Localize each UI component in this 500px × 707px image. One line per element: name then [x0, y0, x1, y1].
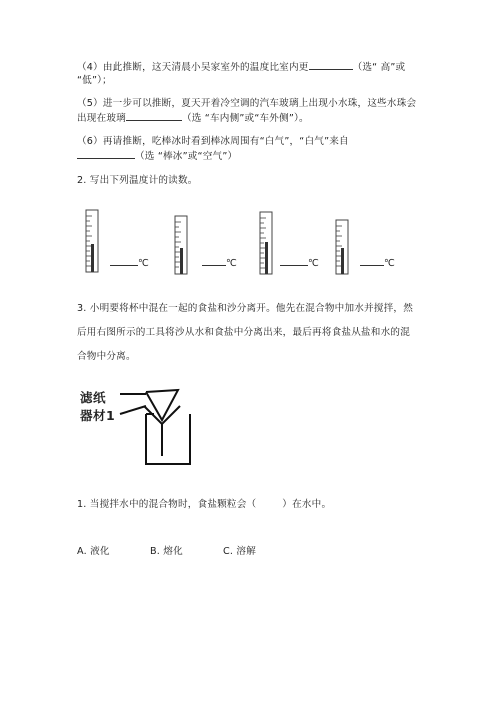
- reading-blank-2[interactable]: [202, 256, 237, 269]
- celsius-unit: ℃: [138, 258, 149, 269]
- thermometer-2: [173, 214, 193, 276]
- option-b[interactable]: B. 熔化: [150, 546, 183, 557]
- q5-answer-blank[interactable]: [126, 111, 182, 121]
- question1-text-end: ）在水中。: [282, 499, 332, 510]
- q5-line2: [77, 111, 309, 125]
- apparatus-1-label: 器材1: [80, 408, 116, 423]
- q4-options: （选“ 高”或: [352, 62, 406, 73]
- section3-line3: 合物中分离。: [77, 351, 136, 362]
- section2-title: 2. 写出下列温度计的读数。: [77, 175, 198, 186]
- reading-blank-3[interactable]: [280, 256, 319, 269]
- mercury-column: [341, 248, 344, 274]
- reading-blank-4[interactable]: [360, 256, 395, 269]
- q4-line1: [77, 60, 405, 74]
- q6-options: （选 “棒冰”或“空气”）: [135, 151, 238, 162]
- q5-text: 出现在玻璃: [77, 113, 126, 124]
- mercury-column: [265, 242, 268, 274]
- thermometer-3: [258, 210, 278, 276]
- reading-blank-1[interactable]: [110, 256, 149, 269]
- q5-line1: （5）进一步可以推断，夏天开着冷空调的汽车玻璃上出现小水珠，这些水珠会: [77, 98, 417, 109]
- option-c[interactable]: C. 溶解: [223, 546, 256, 557]
- question1-text: 1. 当搅拌水中的混合物时，食盐颗粒会（: [77, 499, 257, 510]
- thermometer-1: [84, 208, 104, 274]
- section3-line2: 后用右图所示的工具将沙从水和食盐中分离出来，最后再将食盐从盐和水的混: [77, 327, 410, 338]
- filter-paper-label: 滤纸: [80, 390, 107, 405]
- filtration-apparatus: [118, 384, 218, 474]
- question1-line: [77, 498, 331, 511]
- celsius-unit: ℃: [226, 258, 237, 269]
- thermometer-4: [334, 218, 354, 276]
- q4-answer-blank[interactable]: [309, 60, 353, 70]
- q4-line2: “低”）；: [77, 75, 112, 86]
- section3-line1: 3. 小明要将杯中混在一起的食盐和沙分离开。他先在混合物中加水并搅拌，然: [77, 303, 413, 314]
- celsius-unit: ℃: [384, 258, 395, 269]
- q6-answer-blank[interactable]: [77, 149, 135, 159]
- q6-line1: （6）再请推断，吃棒冰时看到棒冰周围有“白气”，“白气”来自: [77, 136, 349, 147]
- mercury-column: [91, 244, 94, 272]
- q5-options: （选 “车内侧”或“车外侧”）。: [181, 113, 309, 124]
- q4-text: （4）由此推断，这天清晨小吴家室外的温度比室内更: [77, 62, 309, 73]
- mercury-column: [180, 248, 183, 274]
- q6-line2: [77, 149, 237, 163]
- option-a[interactable]: A. 液化: [77, 546, 110, 557]
- celsius-unit: ℃: [308, 258, 319, 269]
